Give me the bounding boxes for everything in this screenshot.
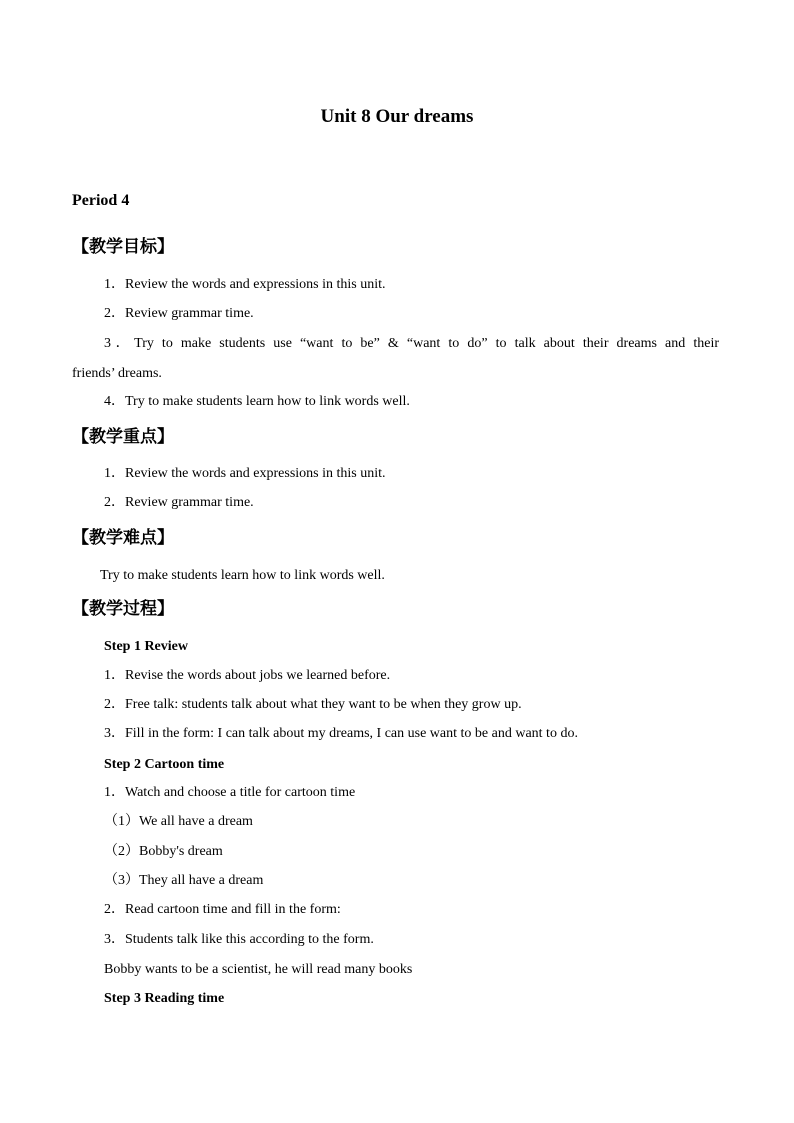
step1-item: 2．Free talk: students talk about what they want to be when they grow up. [104, 697, 522, 712]
objective-item: 2．Review grammar time. [104, 306, 254, 321]
key-points-heading: 【教学重点】 [72, 427, 174, 447]
step2-option: （2）Bobby's dream [104, 844, 223, 859]
step2-item: 1．Watch and choose a title for cartoon time [104, 785, 356, 800]
step1-item: 1．Revise the words about jobs we learned before. [104, 668, 391, 683]
process-heading: 【教学过程】 [72, 599, 174, 619]
difficulty-text: Try to make students learn how to link words well. [100, 568, 385, 583]
objectives-heading: 【教学目标】 [72, 237, 174, 257]
step2-item: 2．Read cartoon time and fill in the form: [104, 902, 341, 917]
objective-item: 4．Try to make students learn how to link words well. [104, 394, 410, 409]
step2-title: Step 2 Cartoon time [104, 757, 225, 772]
objective-item-continued: friends’ dreams. [72, 366, 162, 381]
difficulties-heading: 【教学难点】 [72, 528, 174, 548]
document-title: Unit 8 Our dreams [320, 106, 474, 127]
step2-option: （1）We all have a dream [104, 814, 253, 829]
step3-title: Step 3 Reading time [104, 991, 225, 1006]
step2-example: Bobby wants to be a scientist, he will read many books [104, 962, 413, 977]
key-point-item: 2．Review grammar time. [104, 495, 254, 510]
step2-option: （3）They all have a dream [104, 873, 264, 888]
key-point-item: 1．Review the words and expressions in this unit. [104, 466, 386, 481]
step1-item: 3．Fill in the form: I can talk about my dreams, I can use want to be and want to do. [104, 726, 578, 741]
objective-item: 1．Review the words and expressions in this unit. [104, 277, 386, 292]
period-label: Period 4 [72, 192, 130, 209]
objective-item: 3．Try to make students use “want to be” & “want to do” to talk about their dreams and their [104, 336, 719, 351]
step2-item: 3．Students talk like this according to the form. [104, 932, 374, 947]
step1-title: Step 1 Review [104, 639, 188, 654]
